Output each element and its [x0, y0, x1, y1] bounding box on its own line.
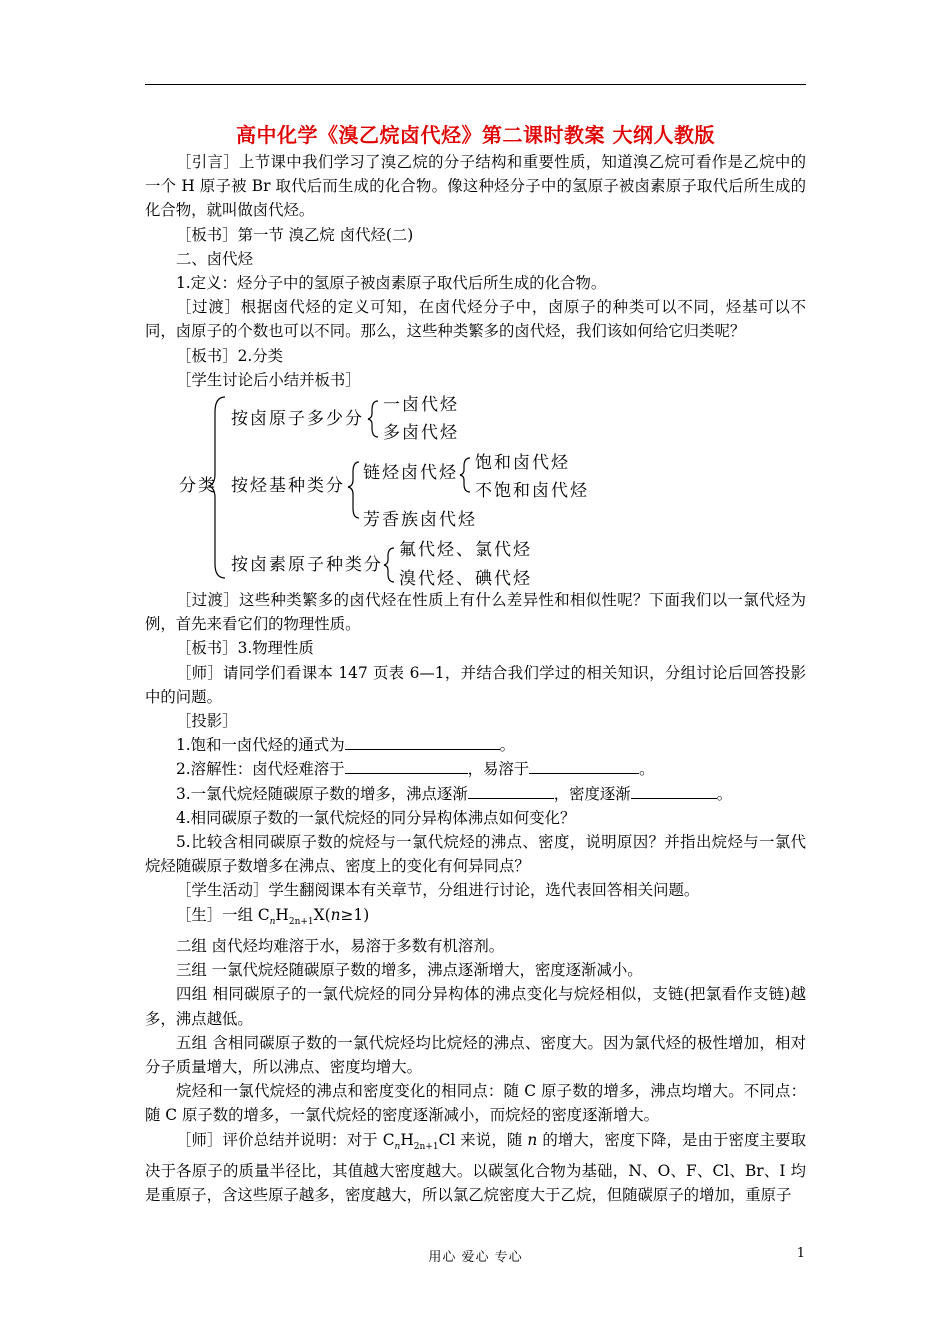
document-title: 高中化学《溴乙烷卤代烃》第二课时教案 大纲人教版 [236, 123, 715, 147]
tree-branch-halogen-count: 按卤原子多少分 [231, 409, 364, 430]
paragraph-transition-2: ［过渡］这些种类繁多的卤代烃在性质上有什么差异性和相似性呢？下面我们以一氯代烃为例，首先来看它们的物理性质。 [145, 591, 806, 634]
answer-blank[interactable] [529, 757, 639, 774]
paragraph-student-activity: ［学生活动］学生翻阅课本有关章节，分组进行讨论，选代表回答相关问题。 [176, 881, 700, 900]
page-footer: 用心 爱心 专心 [428, 1250, 523, 1265]
paragraph-comparison: 烷烃和一氯代烷烃的沸点和密度变化的相同点：随 C 原子数的增多，沸点均增大。不同点：随 C 原子数的增多，一氯代烷烃的密度逐渐减小，而烷烃的密度逐渐增大。 [145, 1082, 806, 1125]
header-rule [145, 84, 806, 85]
tree-leaf-poly: 多卤代烃 [383, 423, 459, 444]
tree-leaf-br-i: 溴代烃、碘代烃 [399, 569, 532, 590]
question-5: 5.比较含相同碳原子数的烷烃与一氯代烷烃的沸点、密度，说明原因？并指出烷烃与一氯代烷烃随碳原子数增多在沸点、密度上的变化有何异同点？ [145, 833, 806, 876]
tree-leaf-unsaturated: 不饱和卤代烃 [475, 481, 589, 502]
group-2-answer: 二组 卤代烃均难溶于水，易溶于多数有机溶剂。 [176, 936, 505, 955]
paragraph-transition-1: ［过渡］根据卤代烃的定义可知，在卤代烃分子中，卤原子的种类可以不同，烃基可以不同，卤原子的个数也可以不同。那么，这些种类繁多的卤代烃，我们该如何给它归类呢？ [145, 298, 806, 341]
question-1: 1.饱和一卤代烃的通式为 。 [145, 733, 806, 757]
classification-tree [145, 392, 806, 588]
group-3-answer: 三组 一氯代烷烃随碳原子数的增多，沸点逐渐增大，密度逐渐减小。 [176, 961, 643, 980]
tree-branch-halogen-type: 按卤素原子种类分 [231, 555, 383, 576]
paragraph-projection: ［投影］ [176, 712, 238, 731]
paragraph-board-1: ［板书］第一节 溴乙烷 卤代烃(二) [176, 225, 414, 244]
answer-blank[interactable] [345, 733, 500, 750]
paragraph-board-3: ［板书］3.物理性质 [176, 639, 314, 658]
section-heading: 二、卤代烃 [176, 249, 253, 268]
tree-root: 分类 [179, 476, 217, 497]
page-number: 1 [796, 1246, 805, 1261]
document-body [145, 150, 806, 1207]
answer-blank[interactable] [345, 757, 468, 774]
paragraph-teacher-1: ［师］请同学们看课本 147 页表 6—1，并结合我们学过的相关知识，分组讨论后回答投影中的问题。 [145, 663, 806, 706]
paragraph-board-2: ［板书］2.分类 [176, 346, 284, 365]
group-1-answer: ［生］一组 $C_nH_{2n+1}X(n\ge 1)$ [176, 905, 370, 927]
group-4-answer: 四组 相同碳原子的一氯代烷烃的同分异构体的沸点变化与烷烃相似，支链(把氯看作支链)越多，沸点越低。 [145, 985, 806, 1028]
group-5-answer: 五组 含相同碳原子数的一氯代烷烃均比烷烃的沸点、密度大。因为氯代烃的极性增加，相对分子质量增大，所以沸点、密度均增大。 [145, 1033, 806, 1076]
question-3: 3.一氯代烷烃随碳原子数的增多，沸点逐渐 ，密度逐渐 。 [145, 782, 806, 806]
paragraph-intro: ［引言］上节课中我们学习了溴乙烷的分子结构和重要性质，知道溴乙烷可看作是乙烷中的一个 H 原子被 Br 取代后而生成的化合物。像这种烃分子中的氢原子被卤素原子取代后所生成的化合物，就叫做卤代烃。 [145, 153, 806, 220]
tree-leaf-saturated: 饱和卤代烃 [475, 453, 570, 474]
tree-leaf-mono: 一卤代烃 [383, 395, 459, 416]
answer-blank[interactable] [468, 782, 554, 799]
question-2: 2.溶解性：卤代烃难溶于 ，易溶于 。 [145, 757, 806, 781]
tree-node-chain: 链烃卤代烃 [363, 463, 458, 484]
question-4: 4.相同碳原子数的一氯代烷烃的同分异构体沸点如何变化？ [176, 808, 576, 827]
tree-leaf-aromatic: 芳香族卤代烃 [363, 510, 477, 531]
paragraph-student-board: ［学生讨论后小结并板书］ [176, 370, 361, 389]
paragraph-definition: 1.定义：烃分子中的氢原子被卤素原子取代后所生成的化合物。 [176, 274, 607, 293]
answer-blank[interactable] [631, 782, 717, 799]
tree-branch-hydrocarbon: 按烃基种类分 [231, 476, 345, 497]
paragraph-teacher-summary: ［师］评价总结并说明：对于 $C_nH_{2n+1}Cl$ 来说，随 n 的增大，密度下降，是由于密度主要取决于各原子的质量半径比，其值越大密度越大。以碳氢化合物为基础，N、O、F、Cl、Br、I 均是重原子，含这些原子越多，密度越大，所以氯乙烷密度大于乙烷，但随碳原子的增加，重原子 [145, 1130, 806, 1205]
tree-leaf-f-cl: 氟代烃、氯代烃 [399, 540, 532, 561]
